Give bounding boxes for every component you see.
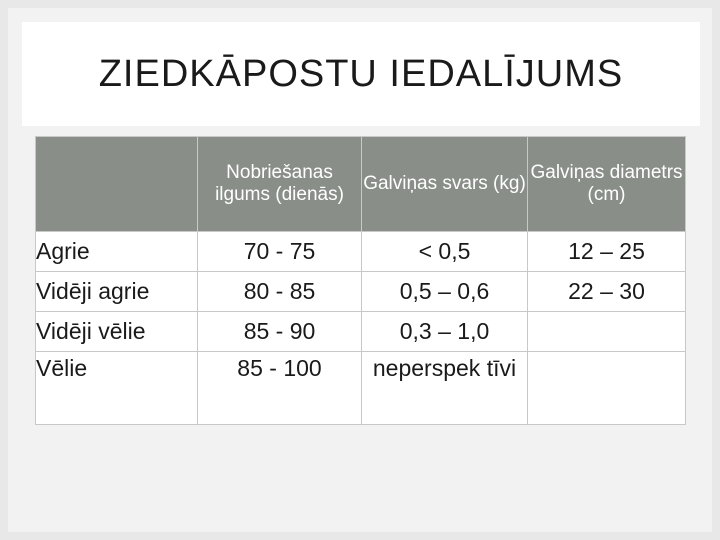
header-cell-empty [36,137,198,232]
table-cell: neperspek tīvi [362,352,528,425]
row-label: Agrie [36,232,198,272]
table-cell: 85 - 100 [198,352,362,425]
table-cell: 0,5 – 0,6 [362,272,528,312]
row-label: Vidēji agrie [36,272,198,312]
title-box [22,22,700,126]
table-cell [528,352,686,425]
ripening-table [35,136,686,425]
table-cell: 85 - 90 [198,312,362,352]
table-row [36,272,686,312]
table-cell: < 0,5 [362,232,528,272]
header-cell-ripening: Nobriešanas ilgums (dienās) [198,137,362,232]
table-cell [528,312,686,352]
slide-title: ZIEDKĀPOSTU IEDALĪJUMS [98,52,624,95]
table-row [36,312,686,352]
row-label: Vidēji vēlie [36,312,198,352]
table-row [36,232,686,272]
header-cell-weight: Galviņas svars (kg) [362,137,528,232]
table-cell: 0,3 – 1,0 [362,312,528,352]
row-label: Vēlie [36,352,198,425]
header-cell-diameter: Galviņas diametrs (cm) [528,137,686,232]
table-row [36,352,686,425]
table-cell: 70 - 75 [198,232,362,272]
table-cell: 80 - 85 [198,272,362,312]
header-row [36,137,686,232]
table-cell: 22 – 30 [528,272,686,312]
table-cell: 12 – 25 [528,232,686,272]
